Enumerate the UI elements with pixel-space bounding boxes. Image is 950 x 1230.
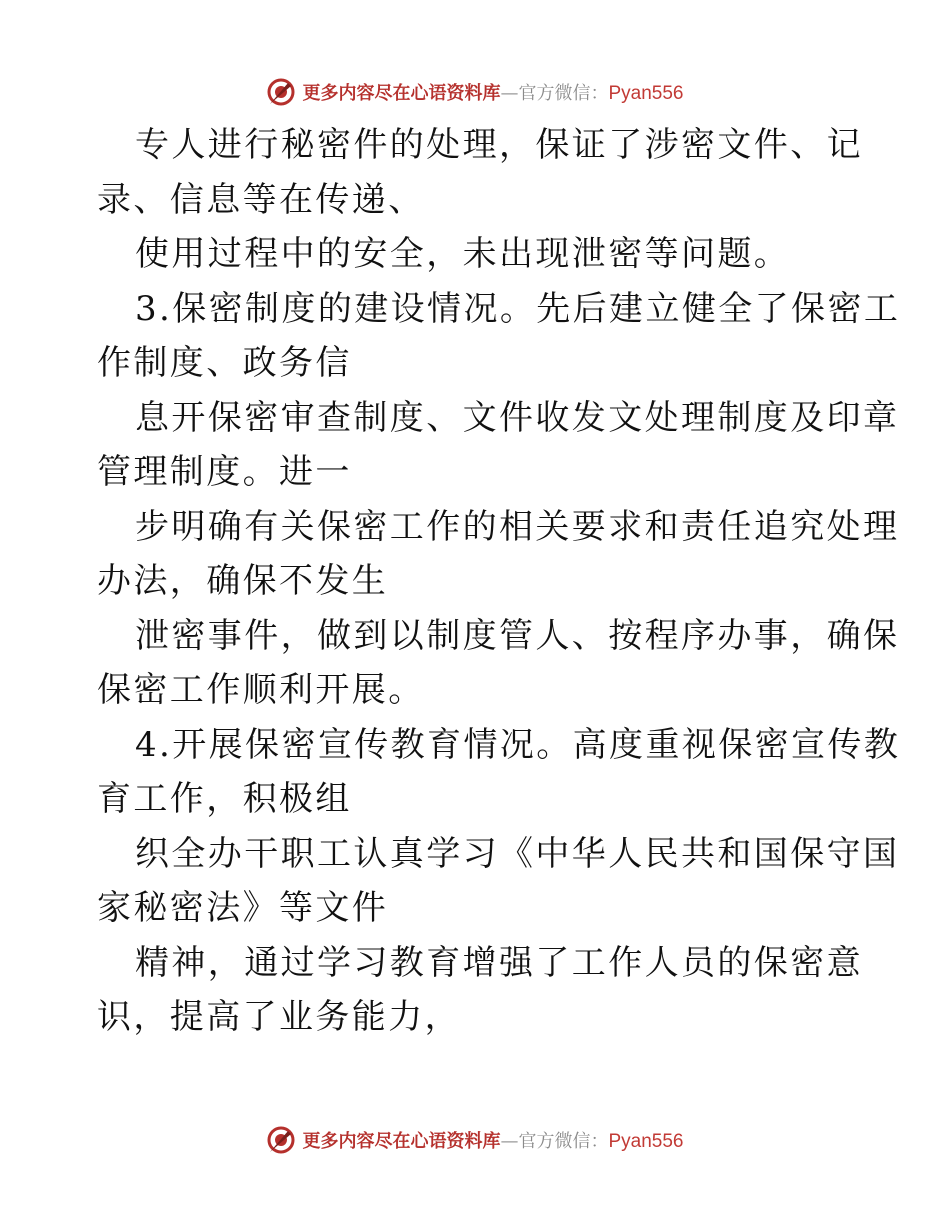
header-watermark bbox=[0, 72, 950, 112]
text-line: 识，提高了业务能力， bbox=[97, 997, 461, 1037]
text-line: 育工作，积极组 bbox=[97, 779, 352, 819]
text-line: 精神，通过学习教育增强了工作人员的保密意 bbox=[135, 942, 863, 983]
text-line: 专人进行秘密件的处理，保证了涉密文件、记 bbox=[135, 125, 863, 165]
text-line: 泄密事件，做到以制度管人、按程序办事，确保 bbox=[135, 615, 900, 656]
text-line: 家秘密法》等文件 bbox=[97, 888, 389, 928]
text-line: 步明确有关保密工作的相关要求和责任追究处理 bbox=[135, 506, 900, 547]
text-line: 办法，确保不发生 bbox=[97, 561, 389, 601]
quill-seal-icon bbox=[266, 77, 296, 107]
text-line: 3.保密制度的建设情况。先后建立健全了保密工 bbox=[135, 288, 901, 329]
text-line: 作制度、政务信 bbox=[97, 343, 352, 383]
quill-seal-icon bbox=[266, 1125, 296, 1155]
text-line: 录、信息等在传递、 bbox=[97, 179, 425, 220]
text-line: 保密工作顺利开展。 bbox=[97, 670, 425, 710]
text-line: 管理制度。进一 bbox=[97, 452, 352, 492]
watermark-text: 更多内容尽在心语资料库—官方微信：Pyan556 bbox=[302, 83, 684, 104]
footer-watermark bbox=[0, 1120, 950, 1160]
watermark-text: 更多内容尽在心语资料库—官方微信：Pyan556 bbox=[302, 1131, 684, 1152]
text-line: 使用过程中的安全，未出现泄密等问题。 bbox=[135, 234, 791, 274]
text-line: 织全办干职工认真学习《中华人民共和国保守国 bbox=[135, 833, 900, 874]
document-body bbox=[97, 118, 901, 1045]
text-line: 4.开展保密宣传教育情况。高度重视保密宣传教 bbox=[135, 724, 901, 765]
text-line: 息开保密审查制度、文件收发文处理制度及印章 bbox=[135, 397, 900, 438]
